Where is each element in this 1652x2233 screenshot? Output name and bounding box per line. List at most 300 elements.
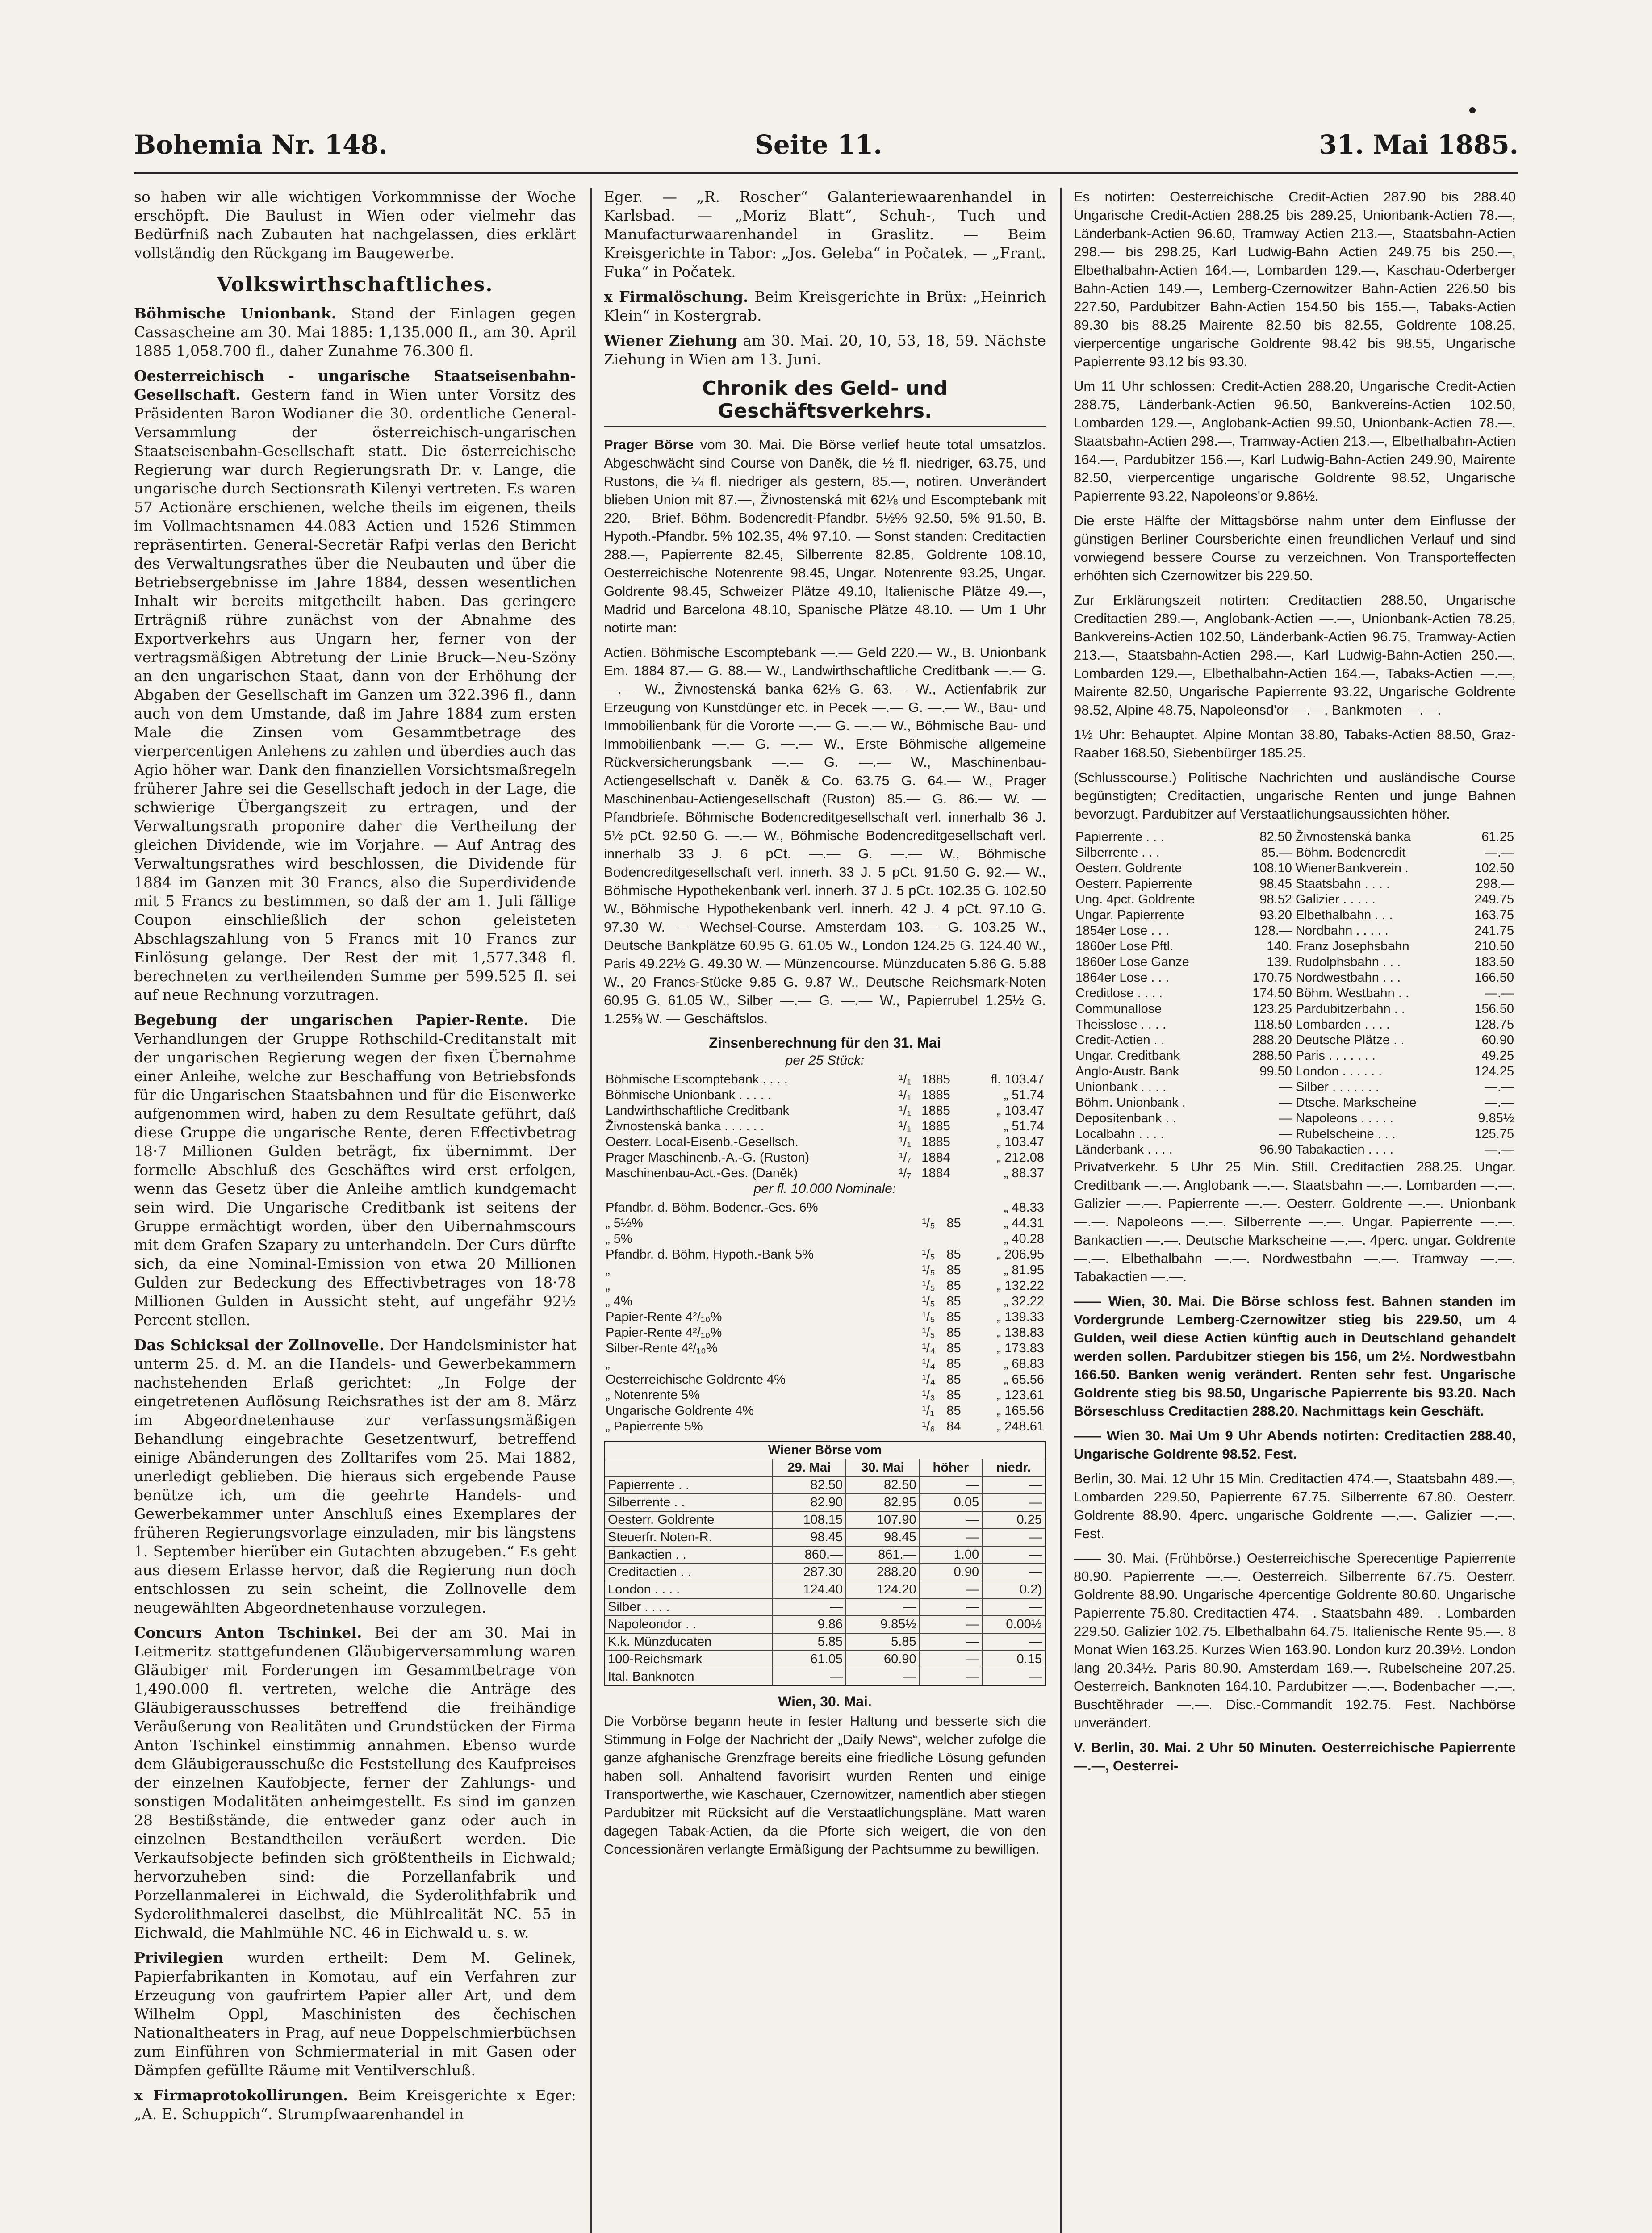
zinsen-row-cell: „ 88.37 — [1004, 1166, 1044, 1180]
zinsen-row-cell: Maschinenbau-Act.-Ges. (Daněk) — [606, 1166, 798, 1180]
zinsen-row-cell — [945, 1200, 971, 1216]
chronik-title: Chronik des Geld- und Geschäftsverkehrs. — [604, 377, 1046, 427]
market-report: —— 30. Mai. (Frühbörse.) Oesterreichische Sperecentige Papierrente 80.90. Papierrente —.—. Oesterreich. Silberrente 67.75. Oesterr. Goldrente 88.90. Ungarische 4percentige Goldrente 80.60. Ungarische Papierrente 75.80. Creditactien 474.—. Staatsbahn 489.—. Lombarden 229.50. Galizier 102.75. Elbethalbahn 64.75. Italienische Rente 95.—. 8 Monat Wien 163.25. Kurzes Wien 163.90. London kurz 20.39½. London lang 20.34½. Paris 80.90. Amsterdam 169.—. Rubelscheine 207.25. Oesterreich. Banknoten 164.10. Pardubitzer —.—. Bodenbacher —.—. Buschtěhrader —.—. Disc.-Commandit 192.75. Fest. Nachbörse unverändert. — [1074, 1550, 1516, 1731]
header-rule — [134, 172, 1518, 174]
course-cell: Staatsbahn . . . . — [1295, 877, 1390, 891]
course-cell: Unionbank . . . . — [1075, 1080, 1167, 1094]
zinsen-row-cell: 85 — [946, 1294, 961, 1309]
wb-row-cell: 9.85½ — [846, 1616, 920, 1633]
article — [604, 331, 1046, 369]
zinsen-row-cell: 85 — [946, 1326, 961, 1340]
course-row — [1074, 1033, 1516, 1048]
column-2 — [604, 188, 1046, 2233]
course-cell: Pardubitzerbahn . . — [1295, 1002, 1405, 1016]
zinsen-row-cell: 1885 — [921, 1088, 950, 1102]
zinsen-row-cell: 85 — [946, 1388, 961, 1402]
course-cell: Länderbank . . . . — [1075, 1142, 1173, 1157]
course-cell: Ung. 4pct. Goldrente — [1075, 892, 1195, 907]
course-cell: — — [1279, 1096, 1292, 1110]
zinsen-row-cell: ¹/₄ — [922, 1372, 935, 1387]
course-row — [1074, 1001, 1516, 1017]
wb-row-cell: — — [982, 1529, 1045, 1546]
zinsen-row — [604, 1216, 1046, 1231]
zinsen-row-cell: „ 138.83 — [996, 1326, 1044, 1340]
article-lead: x Firmaprotokollirungen. — [134, 2087, 348, 2104]
zinsen-row-cell: 85 — [946, 1263, 961, 1277]
article-body: Beim Kreisgerichte x Eger: „A. E. Schuppich“. Strumpfwaarenhandel in — [134, 2087, 576, 2123]
wb-row-cell: — — [982, 1546, 1045, 1564]
prag-report — [604, 435, 1046, 637]
article-lead: Privilegien — [134, 1949, 224, 1966]
wb-row-cell: — — [920, 1581, 983, 1598]
closing-course-table — [1074, 829, 1516, 1158]
wb-row-cell: 108.15 — [773, 1511, 846, 1529]
course-cell: 9.85½ — [1478, 1111, 1514, 1125]
course-cell: Ungar. Papierrente — [1075, 908, 1184, 922]
wb-row-cell: — — [982, 1476, 1045, 1494]
wb-row-cell: — — [982, 1598, 1045, 1616]
course-cell: Napoleons . . . . . — [1295, 1111, 1394, 1125]
zinsen-row-cell: ¹/₅ — [922, 1263, 935, 1277]
wb-row-cell: 124.20 — [846, 1581, 920, 1598]
zinsen-row — [604, 1087, 1046, 1103]
zinsen-row — [604, 1134, 1046, 1150]
zinsen-subtitle: per 25 Stück: — [785, 1053, 865, 1068]
course-cell: 128.— — [1254, 924, 1292, 938]
course-cell: Nordwestbahn . . . — [1295, 970, 1401, 985]
zinsen-row-cell: ¹/₇ — [899, 1166, 912, 1180]
course-cell: 93.20 — [1259, 908, 1292, 922]
zinsen-row-cell: ¹/₅ — [922, 1326, 935, 1340]
zinsen-row — [604, 1150, 1046, 1166]
zinsen-row-cell: „ Papierrente 5% — [606, 1419, 703, 1434]
wb-row-cell: — — [846, 1598, 920, 1616]
course-row — [1074, 876, 1516, 892]
article — [134, 1011, 576, 1330]
zinsen-row-cell: Oesterreichische Goldrente 4% — [606, 1372, 786, 1387]
course-row — [1074, 1111, 1516, 1126]
wb-row-cell: 5.85 — [846, 1633, 920, 1651]
course-cell: — — [1279, 1111, 1292, 1125]
wb-row-cell: — — [920, 1598, 983, 1616]
article-lead: Prager Börse — [604, 437, 694, 452]
zinsen-row-cell: 85 — [946, 1341, 961, 1355]
wb-row — [605, 1616, 1046, 1633]
course-cell: Böhm. Unionbank . — [1075, 1096, 1186, 1110]
zinsen-row-cell: 1885 — [921, 1119, 950, 1133]
course-cell: Communallose — [1075, 1002, 1162, 1016]
page-number: Seite 11. — [755, 130, 882, 160]
article-lead: Böhmische Unionbank. — [134, 305, 337, 322]
course-cell: Paris . . . . . . . — [1295, 1049, 1376, 1063]
wb-header-cell: 29. Mai — [773, 1459, 846, 1476]
course-cell: Papierrente . . . — [1075, 830, 1164, 844]
course-cell: 183.50 — [1474, 955, 1514, 969]
zinsen-row-cell: 1885 — [921, 1104, 950, 1118]
zinsen-row-cell: 1884 — [921, 1150, 950, 1165]
wb-row-cell: 287.30 — [773, 1564, 846, 1581]
article — [604, 288, 1046, 325]
wb-row-cell: — — [846, 1668, 920, 1686]
zinsen-row-cell: „ 32.22 — [1004, 1294, 1044, 1309]
course-cell: Nordbahn . . . . . — [1295, 924, 1389, 938]
article-body: am 30. Mai. 20, 10, 53, 18, 59. Nächste Ziehung in Wien am 13. Juni. — [604, 332, 1046, 368]
course-cell: —.— — [1484, 1080, 1514, 1094]
zinsen-row — [604, 1419, 1046, 1434]
course-cell: 1860er Lose Ganze — [1075, 955, 1189, 969]
zinsen-row-cell: ¹/₁ — [899, 1104, 912, 1118]
zinsen-row-cell: „ 4% — [606, 1294, 632, 1309]
course-cell: 124.25 — [1474, 1064, 1514, 1079]
course-cell: 60.90 — [1481, 1033, 1514, 1047]
course-cell: Ungar. Creditbank — [1075, 1049, 1180, 1063]
article-body: vom 30. Mai. Die Börse verlief heute total umsatzlos. Abgeschwächt sind Course von Daněk, die ½ fl. niedriger, 63.75, und Rustons, die ¼ fl. niedriger als gestern, 85.—, notiren. Unverändert blieben Union mit 87.—, Živnostenská mit 62⅛ und Escomptebank mit 220.— Brief. Böhm. Bodencredit-Pfandbr. 5½% 92.50, 5% 91.50, B. Hypoth.-Pfandbr. 5% 102.35, 4% 97.10. — Sonst standen: Creditactien 288.—, Papierrente 82.45, Silberrente 82.85, Goldrente 108.10, Oesterreichische Notenrente 98.45, Ungar. Notenrente 93.25, Ungar. Goldrente 98.45, Schweizer Plätze 49.10, Italienische Plätze 49.—, Madrid und Barcelona 48.10, Spanische Plätze 48.10. — Um 1 Uhr notirte man: — [604, 437, 1046, 636]
zinsen-row-cell: „ 44.31 — [1004, 1216, 1044, 1230]
zinsen-row-cell: fl. 103.47 — [991, 1072, 1044, 1087]
course-row — [1074, 907, 1516, 923]
wb-header-cell: höher — [920, 1459, 983, 1476]
article-body: Gestern fand in Wien unter Vorsitz des Präsidenten Baron Wodianer die 30. ordentliche General-Versammlung der österreichisch-ungarischen Staatseisenbahn-Gesellschaft statt. Die österreichische Regierung war durch Regierungsrath Dr. v. Lange, die ungarische durch Sectionsrath Kilenyi vertreten. Es waren 57 Actionäre erschienen, welche theils im eigenen, theils im Vollmachtsnamen 44.083 Actien und 1526 Stimmen repräsentirten. General-Secretär Rafpi verlas den Bericht des Verwaltungsrathes über die Neubauten und über die Betriebsergebnisse im Jahre 1884, dessen wesentlichen Inhalt wir bereits mitgetheilt haben. Das geringere Erträgniß rühre zunächst von der Abnahme des Exportverkehrs aus Ungarn her, ferner von der vertragsmäßigen Abtretung der Linie Bruck—Neu-Szöny an den ungarischen Staat, dann von der Erhöhung der Abgaben der Gesellschaft im Ganzen um 322.396 fl., dann auch von dem Umstande, daß im Jahre 1884 zum ersten Male die Zinsen vom Gesammtbetrage des vierpercentigen Anlehens zu zahlen und überdies auch das Agio höher war. Dank den finanziellen Vorsichtsmaßregeln früherer Jahre sei die Gesellschaft jedoch in der Lage, die schwierige Übergangszeit zu ertragen, und der Verwaltungsrath proponire daher die Vertheilung der gleichen Dividende, wie im Vorjahre. — Auf Antrag des Verwaltungsrathes wird beschlossen, die Dividende für 1884 im Ganzen mit 30 Francs, also die Superdividende mit 5 Francs zu bestimmen, so daß der am 1. Juli fällige Coupon einschließlich der schon geleisteten Abschlagszahlung von 5 Francs mit 10 Francs zur Einlösung gelange. Der Rest der mit 1,577.348 fl. berechneten zu vertheilenden Summe per 599.525 fl. sei auf neue Rechnung vorzutragen. — [134, 386, 576, 1004]
course-cell: 99.50 — [1259, 1064, 1292, 1079]
wb-header-cell: 30. Mai — [846, 1459, 920, 1476]
course-row — [1074, 829, 1516, 845]
wb-row-cell: 82.50 — [773, 1476, 846, 1494]
wb-row-cell: — — [773, 1668, 846, 1686]
zinsen-row-cell: 85 — [946, 1279, 961, 1293]
wb-row-cell: 98.45 — [773, 1529, 846, 1546]
zinsen-row-cell: „ 65.56 — [1004, 1372, 1044, 1387]
zinsen-row-cell: 85 — [946, 1372, 961, 1387]
wb-row — [605, 1598, 1046, 1616]
course-cell: 1860er Lose Pftl. — [1075, 939, 1174, 953]
course-cell: Oesterr. Goldrente — [1075, 861, 1182, 875]
market-report: V. Berlin, 30. Mai. 2 Uhr 50 Minuten. Oesterreichische Papierrente —.—, Oesterrei- — [1074, 1740, 1516, 1773]
course-cell: 85.— — [1261, 845, 1292, 860]
wb-row — [605, 1668, 1046, 1686]
zinsen-row-cell: Oesterr. Local-Eisenb.-Gesellsch. — [606, 1135, 799, 1149]
zinsen-row — [604, 1356, 1046, 1372]
zinsen-row-cell: 1885 — [921, 1135, 950, 1149]
zinsen-row — [604, 1247, 1046, 1263]
course-cell: 170.75 — [1252, 970, 1292, 985]
issue-date: 31. Mai 1885. — [1319, 130, 1518, 160]
zinsen-row-cell — [920, 1231, 945, 1247]
section-title: Volkswirthschaftliches. — [217, 273, 494, 296]
course-cell: London . . . . . . — [1295, 1064, 1382, 1079]
wb-row-cell: Papierrente . . — [605, 1476, 773, 1494]
course-cell: 49.25 — [1481, 1049, 1514, 1063]
zinsen-row-cell: „ 206.95 — [996, 1247, 1044, 1262]
wb-row-cell: — — [920, 1476, 983, 1494]
zinsen-row-cell: Silber-Rente 4²/₁₀% — [606, 1341, 718, 1355]
zinsen-row — [604, 1103, 1046, 1119]
zinsen-row-cell: Papier-Rente 4²/₁₀% — [606, 1310, 722, 1324]
course-cell: Depositenbank . . — [1075, 1111, 1176, 1125]
course-cell: 288.50 — [1252, 1049, 1292, 1063]
zinsen-row-cell: ¹/₁ — [899, 1119, 912, 1133]
course-cell: 140. — [1267, 939, 1292, 953]
course-row — [1074, 954, 1516, 970]
wb-row-cell: — — [920, 1529, 983, 1546]
zinsen-row — [604, 1119, 1046, 1134]
course-cell: 102.50 — [1474, 861, 1514, 875]
zinsen-row — [604, 1309, 1046, 1325]
zinsen-row-cell: „ 68.83 — [1004, 1357, 1044, 1371]
wb-row-cell: — — [920, 1616, 983, 1633]
course-cell: 61.25 — [1481, 830, 1514, 844]
wb-row-cell: — — [982, 1633, 1045, 1651]
masthead-issue: Bohemia Nr. 148. — [134, 130, 388, 160]
zinsen-row-cell: ¹/₁ — [899, 1088, 912, 1102]
zinsen-row-cell: „ — [606, 1279, 610, 1293]
zinsen-row-cell: Böhmische Unionbank . . . . . — [606, 1088, 771, 1102]
zinsen-row-cell: „ Notenrente 5% — [606, 1388, 700, 1402]
zinsen-row-cell: Landwirthschaftliche Creditbank — [606, 1104, 790, 1118]
zinsen-row-cell: 1885 — [921, 1072, 950, 1087]
wb-row-cell: 5.85 — [773, 1633, 846, 1651]
zinsen-subtitle-2: per fl. 10.000 Nominale: — [753, 1181, 896, 1196]
wb-row — [605, 1476, 1046, 1494]
course-cell: Elbethalbahn . . . — [1295, 908, 1393, 922]
zinsen-row-cell: „ 212.08 — [996, 1150, 1044, 1165]
article-lead: Concurs Anton Tschinkel. — [134, 1624, 362, 1641]
zinsen-row-cell: Papier-Rente 4²/₁₀% — [606, 1326, 722, 1340]
zinsen-row — [604, 1388, 1046, 1403]
course-cell: 1854er Lose . . . — [1075, 924, 1169, 938]
zinsen-table-2 — [604, 1200, 1046, 1434]
wb-row-cell: — — [920, 1511, 983, 1529]
course-cell: Böhm. Bodencredit — [1295, 845, 1406, 860]
wb-row-cell: 98.45 — [846, 1529, 920, 1546]
article-body: Die Verhandlungen der Gruppe Rothschild-Creditanstalt mit der ungarischen Regierung wegen der fixen Übernahme einer Anleihe, welche zur Beschaffung von Betriebsfonds für die Ungarischen Staatsbahnen und für die Eisenwerke aufgenommen wird, haben zu dem Resultate geführt, daß diese Gruppe die ungarische Rente, deren Effectivbetrag 18·7 Millionen Gulden beträgt, fix übernimmt. Der formelle Abschluß des Geschäftes wird erst erfolgen, wenn das Gesetz über die Anleihe amtlich kundgemacht sein wird. Die Ungarische Creditbank ist seitens der Gruppe ermächtigt worden, über den Uibernahmscours mit dem Grafen Szapary zu unterhandeln. Der Curs dürfte sich, da eine Nominal-Emission von etwa 20 Millionen Gulden zur Bedeckung des Effectivbetrages von 18·78 Millionen Gulden in Aussicht steht, auf ungefähr 92½ Percent stellen. — [134, 1011, 576, 1329]
course-row — [1074, 845, 1516, 861]
zinsen-row-cell: ¹/₅ — [922, 1247, 935, 1262]
zinsen-row-cell — [920, 1200, 945, 1216]
wb-row-cell: — — [920, 1668, 983, 1686]
zinsen-row-cell: „ 5% — [606, 1232, 632, 1246]
wb-row-cell: — — [773, 1598, 846, 1616]
wb-row-cell: 100-Reichsmark — [605, 1651, 773, 1668]
zinsen-row-cell: ¹/₆ — [922, 1419, 935, 1434]
market-report: Es notirten: Oesterreichische Credit-Actien 287.90 bis 288.40 Ungarische Credit-Actien 288.25 bis 289.25, Unionbank-Actien 78.—, Länderbank-Actien 96.60, Tramway Actien 213.—, Staatsbahn-Actien 298.— bis 298.25, Karl Ludwig-Bahn Actien 249.75 bis 250.—, Elbethalbahn-Actien 164.—, Lombarden 129.—, Kaschau-Oderberger Bahn-Actien 149.—, Lemberg-Czernowitzer Bahn-Actien 226.50 bis 227.50, Pardubitzer Bahn-Actien 154.50 bis 155.—, Tabaks-Actien 89.30 bis 88.25 Mairente 82.50 bis 82.55, Goldrente 108.25, vierpercentige ungarische Goldrente 98.42 bis 98.55, Ungarische Papierrente 93.12 bis 93.30. — [1074, 189, 1516, 369]
zinsen-row — [604, 1263, 1046, 1278]
column-3 — [1074, 188, 1516, 2233]
print-dot — [1469, 107, 1476, 113]
course-cell: 108.10 — [1252, 861, 1292, 875]
article — [134, 304, 576, 360]
zinsen-row-cell: „ 132.22 — [996, 1279, 1044, 1293]
wb-row-cell: Steuerfr. Noten-R. — [605, 1529, 773, 1546]
course-cell: — — [1279, 1080, 1292, 1094]
market-report: (Schlusscourse.) Politische Nachrichten und ausländische Course begünstigten; Creditactien, ungarische Renten und junge Bahnen bevorzugt. Pardubitzer auf Verstaatlichungsaussichten höher. — [1074, 769, 1516, 822]
wb-row-cell: — — [982, 1668, 1045, 1686]
course-row — [1074, 1126, 1516, 1142]
zinsen-row-cell: ¹/₄ — [922, 1357, 935, 1371]
course-cell: Localbahn . . . . — [1075, 1127, 1164, 1141]
wb-row-cell: K.k. Münzducaten — [605, 1633, 773, 1651]
wb-row — [605, 1633, 1046, 1651]
zinsen-row-cell: ¹/₁ — [922, 1404, 934, 1418]
wb-row — [605, 1651, 1046, 1668]
wb-row-cell: 82.95 — [846, 1494, 920, 1511]
wb-row-cell: 861.— — [846, 1546, 920, 1564]
course-row — [1074, 1048, 1516, 1064]
article-lead: Das Schicksal der Zollnovelle. — [134, 1336, 385, 1354]
course-cell: 82.50 — [1259, 830, 1292, 844]
wb-row-cell: 0.25 — [982, 1511, 1045, 1529]
course-cell: 139. — [1267, 955, 1292, 969]
article — [134, 1623, 576, 1942]
course-row — [1074, 1079, 1516, 1095]
zinsen-row-cell: Ungarische Goldrente 4% — [606, 1404, 754, 1418]
wb-row-cell: 107.90 — [846, 1511, 920, 1529]
zinsen-row — [604, 1403, 1046, 1419]
course-row — [1074, 970, 1516, 986]
course-cell: 298.— — [1476, 877, 1514, 891]
article-body: Beim Kreisgerichte in Brüx: „Heinrich Klein“ in Kostergrab. — [604, 288, 1046, 324]
course-row — [1074, 923, 1516, 939]
market-report: Um 11 Uhr schlossen: Credit-Actien 288.20, Ungarische Credit-Actien 288.75, Länderbank-Actien 96.50, Bankvereins-Actien 102.50, Lombarden 129.—, Anglobank-Actien 99.50, Unionbank-Actien 78.—, Staatsbahn-Actien 298.—, Tramway-Actien 213.—, Elbethalbahn-Actien 164.—, Pardubitzer 156.—, Karl Ludwig-Bahn-Actien 249.90, Mairente 82.50, vierpercentige ungarische Goldrente 98.52, Ungarische Papierrente 93.22, Napoleons'or 9.86½. — [1074, 378, 1516, 504]
article — [134, 1949, 576, 2080]
course-cell: 98.45 — [1259, 877, 1292, 891]
zinsen-row-cell: ¹/₃ — [922, 1388, 935, 1402]
course-row — [1074, 1142, 1516, 1158]
course-row — [1074, 1017, 1516, 1033]
article-body: Der Handelsminister hat unterm 25. d. M. an die Handels- und Gewerbekammern nachstehenden Erlaß gerichtet: „In Folge der eingetretenen Auflösung Reichsrathes ist der am 8. März im Abgeordnetenhause zur verfassungsmäßigen Behandlung eingebrachte Gesetzentwurf, betreffend einige Abänderungen des Zolltarifes vom 25. Mai 1882, unerledigt geblieben. Die hieraus sich ergebende Pause benütze ich, um die geehrte Handels- und Gewerbekammer unter Anschluß eines Exemplares der früheren Regierungsvorlage einzuladen, mir bis längstens 1. September hierüber ein Gutachten abzugeben.“ Es geht aus diesem Erlasse hervor, daß die Regierung nun doch entschlossen zu sein scheint, die Zollnovelle dem neugewählten Abgeordnetenhause vorzulegen. — [134, 1336, 576, 1616]
wb-row-cell: London . . . . — [605, 1581, 773, 1598]
article: Eger. — „R. Roscher“ Galanteriewaarenhandel in Karlsbad. — „Moriz Blatt“, Schuh-, Tuch und Manufacturwaarenhandel in Graslitz. — Beim Kreisgerichte in Tabor: „Jos. Geleba“ in Počatek. — „Frant. Fuka“ in Počatek. — [604, 188, 1046, 280]
market-report: Privatverkehr. 5 Uhr 25 Min. Still. Creditactien 288.25. Ungar. Creditbank —.—. Anglobank —.—. Staatsbahn —.—. Lombarden —.—. Galizier —.—. Papierrente —.—. Oesterr. Goldrente —.—. Unionbank —.—. Napoleons —.—. Silberrente —.—. Ungar. Papierrente —.—. Bankactien —.—. Deutsche Markscheine —.—. 4perc. ungar. Goldrente —.—. Elbethalbahn —.—. Nordwestbahn —.—. Tramway —.—. Tabakactien —.—. — [1074, 1159, 1516, 1284]
course-cell: Anglo-Austr. Bank — [1075, 1064, 1179, 1079]
market-report: 1½ Uhr: Behauptet. Alpine Montan 38.80, Tabaks-Actien 88.50, Graz-Raaber 168.50, Siebenbürger 185.25. — [1074, 727, 1516, 761]
course-cell: Živnostenská banka — [1295, 830, 1411, 844]
wb-row-cell: 82.90 — [773, 1494, 846, 1511]
zinsen-row-cell: „ 173.83 — [996, 1341, 1044, 1355]
article-body: Stand der Einlagen gegen Cassascheine am 30. Mai 1885: 1,135.000 fl., am 30. April 1885 1,058.700 fl., daher Zunahme 76.300 fl. — [134, 305, 576, 360]
course-cell: Böhm. Westbahn . . — [1295, 986, 1409, 1000]
zinsen-row-cell: ¹/₁ — [899, 1135, 912, 1149]
zinsen-row-cell: „ 248.61 — [996, 1419, 1044, 1434]
wb-row-cell: 860.— — [773, 1546, 846, 1564]
zinsen-row-cell: ¹/₁ — [899, 1072, 912, 1087]
page-header — [134, 130, 1518, 170]
zinsen-row — [604, 1325, 1046, 1341]
zinsen-row-cell: ¹/₅ — [922, 1310, 935, 1324]
zinsen-row-cell: „ 123.61 — [996, 1388, 1044, 1402]
wb-row-cell: Bankactien . . — [605, 1546, 773, 1564]
course-row — [1074, 861, 1516, 876]
wiener-boerse-table — [604, 1441, 1046, 1686]
zinsen-row-cell: „ 51.74 — [1004, 1088, 1044, 1102]
course-cell: 249.75 — [1474, 892, 1514, 907]
zinsen-row-cell: „ 51.74 — [1004, 1119, 1044, 1133]
article-body: wurden ertheilt: Dem M. Gelinek, Papierfabrikanten in Komotau, auf ein Verfahren zur Erzeugung von gaufrirtem Papier aller Art, und dem Wilhelm Oppl, Maschinisten des čechischen Nationaltheaters in Prag, auf neue Doppelschmierbüchsen zum Einführen von Schmiermaterial in mit Gasen oder Dämpfen gefüllte Räume mit Ventilverschluß. — [134, 1949, 576, 2079]
wb-row — [605, 1529, 1046, 1546]
wb-row-cell: 0.2) — [982, 1581, 1045, 1598]
wb-row-cell: 61.05 — [773, 1651, 846, 1668]
zinsen-row-cell: 84 — [946, 1419, 961, 1434]
zinsen-row-cell — [945, 1231, 971, 1247]
course-cell: 241.75 — [1474, 924, 1514, 938]
wb-row — [605, 1564, 1046, 1581]
course-cell: Creditlose . . . . — [1075, 986, 1163, 1000]
course-cell: —.— — [1484, 1096, 1514, 1110]
article-body: Bei der am 30. Mai in Leitmeritz stattgefundenen Gläubigerversammlung waren Gläubiger mit Forderungen im Gesammtbetrage von 1,490.000 fl. vertreten, welche die Anträge des Gläubigerausschusses betreffend die freihändige Veräußerung von Realitäten und Grundstücken der Firma Anton Tschinkel einstimmig annahmen. Ebenso wurde dem Gläubigerausschuße die Feststellung des Kaufpreises der einzelnen Kaufobjecte, ferner der Zahlungs- und sonstigen Modalitäten anheimgestellt. Es sind im ganzen 28 Bestißstände, die entweder ganz oder auch in einzelnen Bestandtheilen veräußert werden. Die Verkaufsobjecte befinden sich größtentheils in Eichwald; hervorzuheben sind: die Porzellanfabrik und Porzellanmalerei in Eichwald, die Syderolithfabrik und Syderolithmalerei daselbst, die Mühlrealität NC. 55 in Eichwald, die Mahlmühle NC. 46 in Eichwald u. s. w. — [134, 1624, 576, 1941]
wb-row-cell: 1.00 — [920, 1546, 983, 1564]
wb-row — [605, 1546, 1046, 1564]
course-cell: Lombarden . . . . — [1295, 1017, 1390, 1032]
zinsen-row-cell: ¹/₇ — [899, 1150, 912, 1165]
wb-row-cell: 288.20 — [846, 1564, 920, 1581]
wb-header-cell — [605, 1459, 773, 1476]
course-row — [1074, 1064, 1516, 1079]
market-report: —— Wien 30. Mai Um 9 Uhr Abends notirten: Creditactien 288.40, Ungarische Goldrente 98.52. Fest. — [1074, 1428, 1516, 1462]
wb-row-cell: — — [920, 1633, 983, 1651]
course-cell: 163.75 — [1474, 908, 1514, 922]
wien-report: Die Vorbörse begann heute in fester Haltung und besserte sich die Stimmung in Folge der Nachricht der „Daily News“, welcher zufolge die ganze afghanische Grenzfrage bereits eine friedliche Lösung gefunden haben soll. Anhaltend favorisirt wurden Renten und einige Transportwerthe, wie Kaschauer, Czernowitzer, namentlich aber stiegen Pardubitzer mit Rücksicht auf die Verstaatlichungspläne. Matt waren dagegen Tabak-Actien, da die Pforte sich weigert, die von den Concessionären verlangte Ermäßigung der Pachtsumme zu bewilligen. — [604, 1713, 1046, 1857]
course-cell: 98.52 — [1259, 892, 1292, 907]
wb-row-cell: 0.05 — [920, 1494, 983, 1511]
article-lead: Wiener Ziehung — [604, 332, 737, 349]
column-divider — [590, 188, 592, 2233]
wb-row-cell: Napoleondor . . — [605, 1616, 773, 1633]
course-cell: 96.90 — [1259, 1142, 1292, 1157]
prag-quotes: Actien. Böhmische Escomptebank —.— Geld 220.— W., B. Unionbank Em. 1884 87.— G. 88.— W., Landwirthschaftliche Creditbank —.— G. —.— W., Živnostenská banka 62⅛ G. 63.— W., Actienfabrik zur Erzeugung von Kunstdünger etc. in Pecek —.— G. —.— W., Bau- und Immobilienbank für die Vororte —.— G. —.— W., Böhmische Bau- und Immobilienbank —.— G. —.— W., Erste Böhmische allgemeine Rückversicherungsbank —.— G. —.— W., Maschinenbau-Actiengesellschaft v. Daněk & Co. 63.75 G. 64.— W., Prager Maschinenbau-Actiengesellschaft (Ruston) 85.— G. 86.— W. — Pfandbriefe. Böhmische Bodencreditgesellschaft verl. innerhalb 36 J. 5½ pCt. 92.50 G. —.— W., Böhmische Bodencreditgesellschaft verl. innerhalb 33 J. 6 pCt. —.— G. —.— W., Böhmische Bodencreditgesellschaft verl. innerh. 33 J. 5 pCt. 91.50 G. 92.— W., Böhmische Hypothekenbank verl. innerh. 37 J. 5 pCt. 102.35 G. 102.50 W., Böhmische Hypothekenbank verl. innerh. 42 J. 4 pCt. 97.10 G. 97.30 W. — Wechsel-Course. Amsterdam 103.— G. 103.25 W., Deutsche Bankplätze 60.95 G. 61.05 W., London 124.25 G. 124.40 W., Paris 49.22½ G. 49.30 W. — Münzencourse. Münzducaten 5.86 G. 5.88 W., 20 Francs-Stücke 9.85 G. 9.87 W., Deutsche Reichsmark-Noten 60.95 G. 61.05 W., Silber —.— G. —.— W., Papierrubel 1.25½ G. 1.25⅝ W. — Geschäftslos. — [604, 644, 1046, 1026]
course-cell: 128.75 — [1474, 1017, 1514, 1032]
course-cell: —.— — [1484, 845, 1514, 860]
wb-title: Wiener Börse vom — [605, 1442, 1046, 1459]
zinsen-row-cell: ¹/₅ — [922, 1216, 935, 1230]
wb-row-cell: Oesterr. Goldrente — [605, 1511, 773, 1529]
course-cell: Silber . . . . . . . — [1295, 1080, 1379, 1094]
zinsen-row-cell: Živnostenská banka . . . . . . — [606, 1119, 764, 1133]
article-lead: Begebung der ungarischen Papier-Rente. — [134, 1011, 529, 1029]
zinsen-row-cell: Pfandbr. d. Böhm. Bodencr.-Ges. 6% — [606, 1200, 818, 1215]
zinsen-table — [604, 1072, 1046, 1181]
zinsen-row-cell: Pfandbr. d. Böhm. Hypoth.-Bank 5% — [606, 1247, 814, 1262]
zinsen-title: Zinsenberechnung für den 31. Mai — [709, 1035, 941, 1051]
zinsen-row-cell: „ 81.95 — [1004, 1263, 1044, 1277]
article — [134, 2086, 576, 2124]
market-report: Zur Erklärungszeit notirten: Creditactien 288.50, Ungarische Creditactien 289.—, Anglobank-Actien —.—, Unionbank-Actien 78.25, Bankvereins-Actien 102.50, Länderbank-Actien 96.75, Tramway-Actien 213.—, Staatsbahn-Actien 298.—, Karl Ludwig-Bahn-Actien 250.—, Lombarden 129.—, Elbethalbahn-Actien 164.—, Tabaks-Actien —.—, Mairente 82.50, Ungarische Papierrente 93.22, Ungarische Goldrente 98.52, Alpine 48.75, Napoleonsd'or —.—, Bankmoten —.—. — [1074, 592, 1516, 718]
course-cell: Galizier . . . . . — [1295, 892, 1376, 907]
course-cell: Credit-Actien . . — [1075, 1033, 1165, 1047]
wb-row — [605, 1511, 1046, 1529]
course-cell: —.— — [1484, 1142, 1514, 1157]
zinsen-row — [604, 1278, 1046, 1294]
course-cell: 118.50 — [1253, 1017, 1292, 1032]
column-divider — [1060, 188, 1062, 2233]
zinsen-row-cell: 85 — [946, 1247, 961, 1262]
wb-row-cell: Silber . . . . — [605, 1598, 773, 1616]
zinsen-row-cell: „ 48.33 — [1004, 1200, 1044, 1215]
zinsen-row-cell: „ 165.56 — [996, 1404, 1044, 1418]
course-cell: 166.50 — [1474, 970, 1514, 985]
wb-row-cell: 0.90 — [920, 1564, 983, 1581]
wb-row-cell: — — [982, 1564, 1045, 1581]
article-lead: x Firmalöschung. — [604, 288, 749, 305]
wb-row-cell: Creditactien . . — [605, 1564, 773, 1581]
zinsen-row — [604, 1231, 1046, 1247]
zinsen-row-cell: ¹/₅ — [922, 1279, 935, 1293]
article — [134, 1336, 576, 1617]
course-cell: 123.25 — [1252, 1002, 1292, 1016]
course-cell: —.— — [1484, 986, 1514, 1000]
wb-row-cell: Silberrente . . — [605, 1494, 773, 1511]
zinsen-row — [604, 1166, 1046, 1181]
zinsen-row — [604, 1372, 1046, 1388]
wb-row-cell: 0.15 — [982, 1651, 1045, 1668]
